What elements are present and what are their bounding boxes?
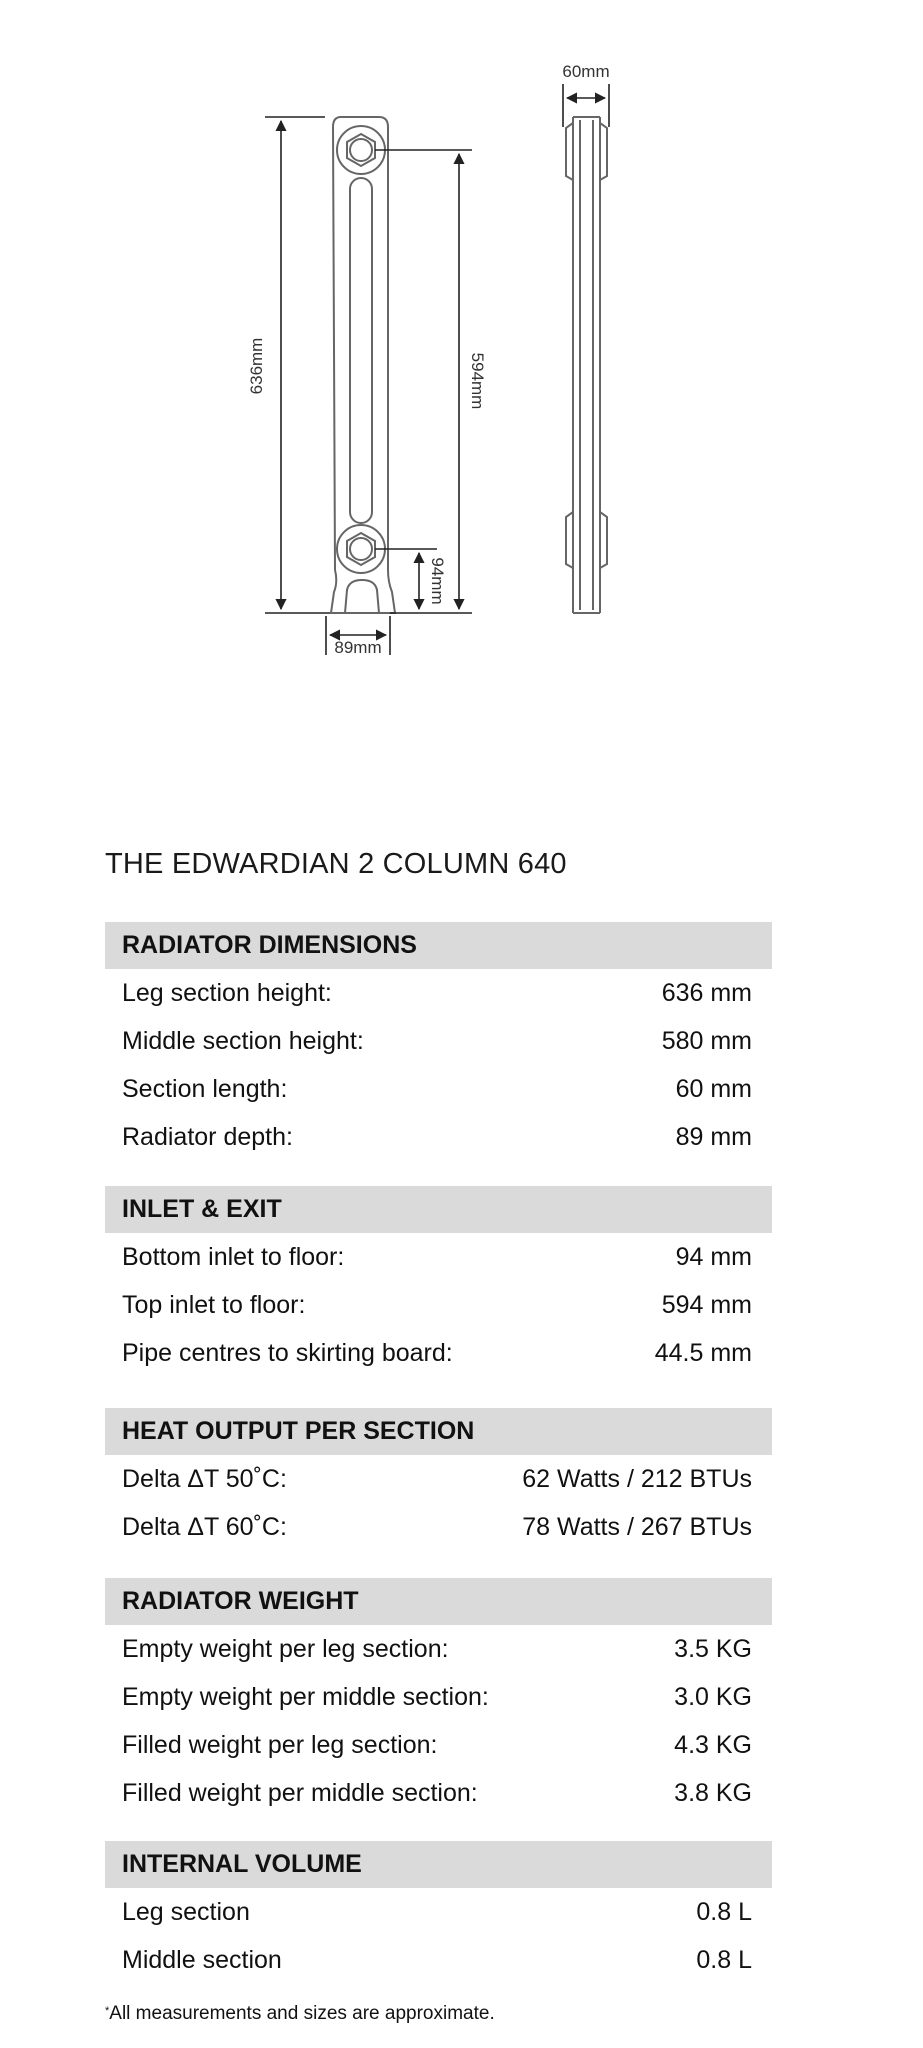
- spec-row: [105, 1936, 772, 1984]
- spec-value: 62 Watts / 212 BTUs: [522, 1465, 752, 1493]
- spec-row: [105, 1281, 772, 1329]
- spec-row: [105, 1673, 772, 1721]
- product-title: THE EDWARDIAN 2 COLUMN 640: [105, 848, 567, 880]
- spec-value: 594 mm: [661, 1291, 752, 1319]
- footnote: [105, 2003, 495, 2025]
- spec-label: Filled weight per middle section:: [122, 1779, 478, 1807]
- section-heading: RADIATOR WEIGHT: [105, 1578, 772, 1625]
- spec-label: Radiator depth:: [122, 1123, 293, 1151]
- section-heading: INLET & EXIT: [105, 1186, 772, 1233]
- spec-row: [105, 1888, 772, 1936]
- spec-value: 636 mm: [661, 979, 752, 1007]
- spec-label: Pipe centres to skirting board:: [122, 1339, 453, 1367]
- radiator-diagram: [0, 0, 923, 700]
- section-heat-output: [105, 1408, 772, 1551]
- spec-row: [105, 1625, 772, 1673]
- spec-label: Filled weight per leg section:: [122, 1731, 438, 1759]
- section-heading: INTERNAL VOLUME: [105, 1841, 772, 1888]
- footnote-marker: *: [105, 2005, 110, 2017]
- spec-label: Leg section: [122, 1898, 250, 1926]
- spec-value: 4.3 KG: [674, 1731, 752, 1759]
- section-radiator-weight: [105, 1578, 772, 1817]
- section-heading: HEAT OUTPUT PER SECTION: [105, 1408, 772, 1455]
- spec-value: 78 Watts / 267 BTUs: [522, 1513, 752, 1541]
- section-inlet-exit: [105, 1186, 772, 1377]
- spec-value: 3.8 KG: [674, 1779, 752, 1807]
- top-inlet-label: 594mm: [468, 352, 487, 410]
- spec-value: 60 mm: [675, 1075, 752, 1103]
- spec-row: [105, 1721, 772, 1769]
- depth-label: 89mm: [334, 638, 382, 657]
- spec-label: Delta ΔT 50˚C:: [122, 1465, 287, 1493]
- front-view: [331, 117, 395, 613]
- spec-value: 44.5 mm: [654, 1339, 752, 1367]
- section-length-label: 60mm: [562, 62, 610, 81]
- spec-value: 94 mm: [675, 1243, 752, 1271]
- spec-label: Middle section: [122, 1946, 282, 1974]
- spec-label: Top inlet to floor:: [122, 1291, 306, 1319]
- spec-row: [105, 1769, 772, 1817]
- section-radiator-dimensions: [105, 922, 772, 1161]
- spec-value: 89 mm: [675, 1123, 752, 1151]
- section-heading: RADIATOR DIMENSIONS: [105, 922, 772, 969]
- spec-label: Section length:: [122, 1075, 288, 1103]
- section-internal-volume: [105, 1841, 772, 1984]
- spec-label: Empty weight per middle section:: [122, 1683, 489, 1711]
- spec-row: [105, 1455, 772, 1503]
- spec-label: Empty weight per leg section:: [122, 1635, 449, 1663]
- side-view: [566, 117, 607, 613]
- spec-row: [105, 1503, 772, 1551]
- spec-value: 3.5 KG: [674, 1635, 752, 1663]
- spec-value: 0.8 L: [696, 1946, 752, 1974]
- spec-value: 3.0 KG: [674, 1683, 752, 1711]
- bottom-inlet-label: 94mm: [428, 557, 447, 605]
- spec-label: Bottom inlet to floor:: [122, 1243, 345, 1271]
- spec-row: [105, 1065, 772, 1113]
- footnote-text: All measurements and sizes are approximate.: [109, 2003, 495, 2024]
- spec-label: Leg section height:: [122, 979, 332, 1007]
- spec-row: [105, 1113, 772, 1161]
- spec-row: [105, 1233, 772, 1281]
- spec-label: Delta ΔT 60˚C:: [122, 1513, 287, 1541]
- spec-row: [105, 1017, 772, 1065]
- height-total-label: 636mm: [247, 337, 266, 395]
- spec-value: 0.8 L: [696, 1898, 752, 1926]
- spec-label: Middle section height:: [122, 1027, 364, 1055]
- spec-row: [105, 1329, 772, 1377]
- spec-row: [105, 969, 772, 1017]
- spec-value: 580 mm: [661, 1027, 752, 1055]
